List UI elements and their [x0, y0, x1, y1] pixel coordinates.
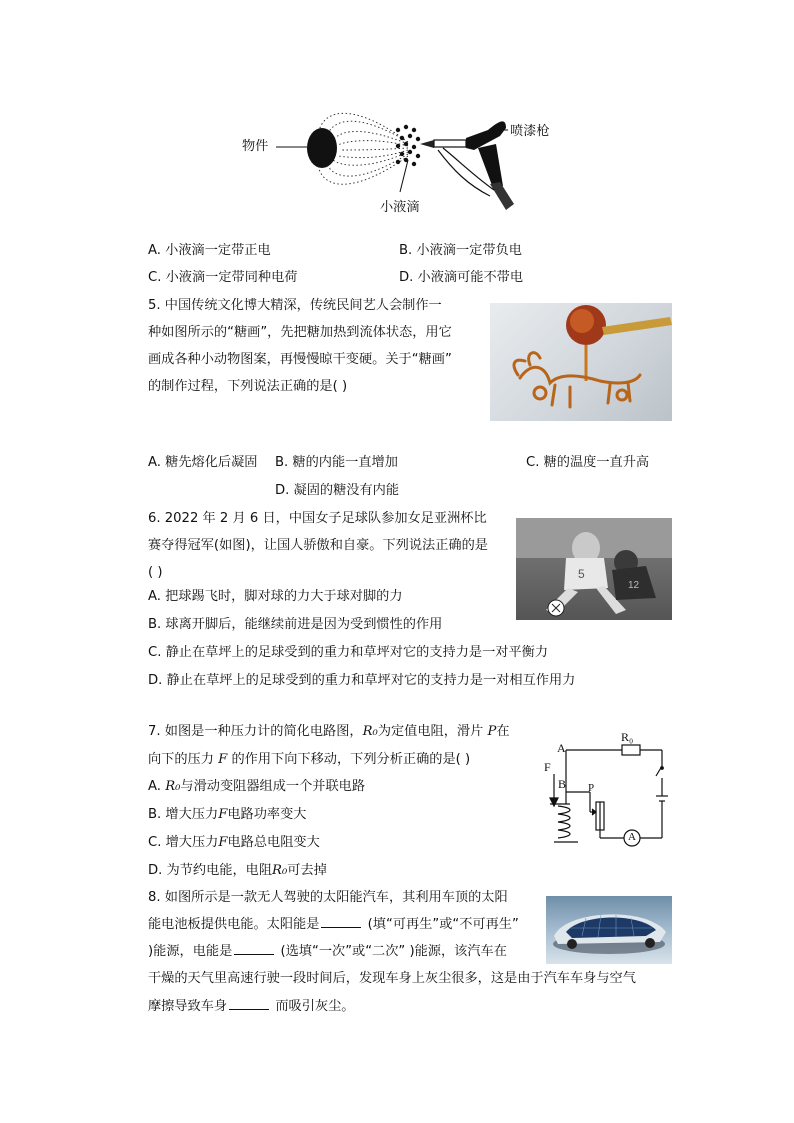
q8-stem-line1: 8. 如图所示是一款无人驾驶的太阳能汽车，其利用车顶的太阳: [148, 890, 508, 905]
answer-blank-2[interactable]: [234, 942, 274, 955]
label-spray-gun: 喷漆枪: [510, 124, 550, 139]
solar-car-photo: [546, 896, 672, 964]
q5-stem-line2: 种如图所示的“糖画”，先把糖加热到流体状态，用它: [148, 325, 452, 340]
q6-stem-line2: 赛夺得冠军(如图)，让国人骄傲和自豪。下列说法正确的是: [148, 538, 488, 553]
q5-option-b: B. 糖的内能一直增加: [275, 455, 398, 470]
q6-stem-line3: ( ): [148, 565, 163, 580]
label-droplet: 小液滴: [380, 200, 420, 215]
q8-stem-line3: )能源，电能是 (选填“一次”或“二次” )能源，该汽车在: [148, 944, 507, 959]
q5-stem-line3: 画成各种小动物图案，再慢慢晾干变硬。关于“糖画”: [148, 352, 452, 367]
q4-option-c: C. 小液滴一定带同种电荷: [148, 270, 298, 285]
circuit-label-a: A: [557, 741, 566, 755]
q5-option-c: C. 糖的温度一直升高: [526, 455, 650, 470]
q8-stem-line5: 摩擦导致车身 而吸引灰尘。: [148, 999, 355, 1014]
svg-text:12: 12: [628, 580, 640, 591]
q5-option-a: A. 糖先熔化后凝固: [148, 455, 258, 470]
circuit-label-r0: R₀: [621, 730, 634, 744]
q5-stem-line4: 的制作过程，下列说法正确的是( ): [148, 379, 348, 394]
ammeter-icon: A: [628, 831, 636, 843]
q4-option-a: A. 小液滴一定带正电: [148, 243, 271, 258]
circuit-label-b: B: [558, 777, 567, 791]
q7-option-a: A. R₀与滑动变阻器组成一个并联电路: [148, 779, 366, 794]
q8-stem-line4: 干燥的天气里高速行驶一段时间后，发现车身上灰尘很多，这是由于汽车车身与空气: [148, 971, 636, 986]
q5-stem-line1: 5. 中国传统文化博大精深，传统民间艺人会制作一: [148, 298, 442, 313]
svg-text:5: 5: [578, 567, 585, 581]
q7-option-b: B. 增大压力F电路功率变大: [148, 807, 307, 822]
q6-option-c: C. 静止在草坪上的足球受到的重力和草坪对它的支持力是一对平衡力: [148, 645, 549, 660]
answer-blank-1[interactable]: [321, 915, 361, 928]
circuit-label-f: F: [544, 760, 551, 774]
q6-option-a: A. 把球踢飞时，脚对球的力大于球对脚的力: [148, 589, 403, 604]
q7-stem-line1: 7. 如图是一种压力计的简化电路图，R₀为定值电阻，滑片 P在: [148, 724, 510, 739]
q6-stem-line1: 6. 2022 年 2 月 6 日，中国女子足球队参加女足亚洲杯比: [148, 511, 487, 526]
answer-blank-3[interactable]: [229, 997, 269, 1010]
circuit-label-p: P: [588, 782, 595, 794]
q4-option-b: B. 小液滴一定带负电: [399, 243, 522, 258]
q7-option-c: C. 增大压力F电路总电阻变大: [148, 835, 320, 850]
q7-option-d: D. 为节约电能，电阻R₀可去掉: [148, 863, 327, 878]
football-match-photo: [516, 518, 672, 620]
q8-stem-line2: 能电池板提供电能。太阳能是 (填“可再生”或“不可再生”: [148, 917, 519, 932]
q4-option-d: D. 小液滴可能不带电: [399, 270, 524, 285]
sugar-painting-photo: [490, 303, 672, 421]
q6-option-b: B. 球离开脚后，能继续前进是因为受到惯性的作用: [148, 617, 443, 632]
q7-stem-line2: 向下的压力 F 的作用下向下移动，下列分析正确的是( ): [148, 752, 471, 767]
q5-option-d: D. 凝固的糖没有内能: [275, 483, 400, 498]
q6-option-d: D. 静止在草坪上的足球受到的重力和草坪对它的支持力是一对相互作用力: [148, 673, 576, 688]
label-object: 物件: [242, 139, 269, 154]
